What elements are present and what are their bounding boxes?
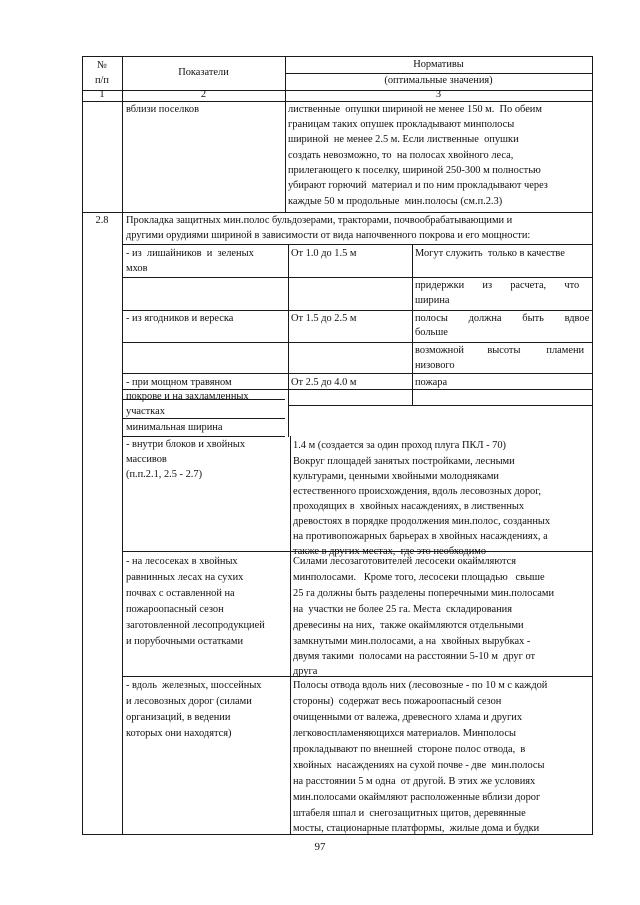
- hline-cutting-bottom: [122, 676, 592, 677]
- villages-line: прилегающего к поселку, шириной 250-300 м полностью: [288, 165, 541, 176]
- roads-label: - вдоль железных, шоссейных: [126, 680, 262, 691]
- page-number: 97: [314, 841, 326, 853]
- cutting-label: пожароопасный сезон: [126, 604, 224, 615]
- row-28-line2: другими орудиями шириной в зависимости от вида напочвенного покрова и его мощности:: [126, 230, 531, 241]
- grass-note: пожара: [415, 377, 448, 388]
- roads-line: очищенными от валежа, древесного хлама и других: [293, 712, 523, 723]
- blocks-line: также в других местах, где это необходимо: [293, 546, 487, 557]
- vline-norms-mid: [288, 244, 289, 437]
- lichens-note: ширина: [415, 295, 450, 306]
- cutting-line: друга: [293, 666, 318, 677]
- roads-line: прокладывают по внешней стороне полос отвода, в: [293, 744, 526, 755]
- blocks-line: естественного происхождения, вдоль лесовозных дорог,: [293, 486, 541, 497]
- grass-label: минимальная ширина: [126, 422, 223, 433]
- roads-line: мосты, стационарные платформы, жилые дома и будки: [293, 823, 540, 834]
- cutting-label: почвах с оставленной на: [126, 588, 235, 599]
- hline-grass-b: [288, 405, 592, 406]
- cutting-line: древесины на них, также окаймляются отдельными: [293, 620, 524, 631]
- hline-grass-bottom: [122, 436, 285, 437]
- cutting-line: минполосами. Кроме того, лесосеки площадью свыше: [293, 572, 545, 583]
- berries-note: низового: [415, 360, 455, 371]
- roads-label: организаций, в ведении: [126, 712, 231, 723]
- villages-line: убирают горючий материал и по ним прокладывают через: [288, 180, 548, 191]
- column-number-1: 1: [99, 89, 105, 100]
- hline-lichens-bottom: [122, 310, 592, 311]
- roads-line: на расстоянии 5 м одна от другой. В этих же условиях: [293, 776, 536, 787]
- column-number-2: 2: [200, 89, 207, 100]
- villages-line: лиственные опушки шириной не менее 150 м. По обеим: [288, 104, 542, 115]
- hline-berries-bottom: [122, 373, 592, 374]
- blocks-line: на противопожарных барьерах в хвойных насаждениях, а: [293, 531, 548, 542]
- lichens-note: придержки из расчета, что: [415, 280, 580, 291]
- cutting-line: Силами лесозаготовителей лесосеки окаймляются: [293, 556, 516, 567]
- blocks-line: культурами, ценными хвойными молодняками: [293, 471, 499, 482]
- grass-width: От 2.5 до 4.0 м: [291, 377, 357, 388]
- roads-line: стороны) содержат весь пожароопасный сезон: [293, 696, 502, 707]
- lichens-label: мхов: [126, 263, 148, 274]
- roads-label: и лесовозных дорог (силами: [126, 696, 252, 707]
- villages-line: границам таких опушек прокладывают минполосы: [288, 119, 515, 130]
- cutting-line: двумя такими полосами на расстоянии 5-10 м друг от: [293, 651, 536, 662]
- roads-line: штабеля шпал и снегозащитных щитов, деревянные: [293, 808, 526, 819]
- lichens-width: От 1.0 до 1.5 м: [291, 248, 357, 259]
- cutting-label: заготовленной лесопродукцией: [126, 620, 265, 631]
- lichens-note: Могут служить только в качестве: [415, 248, 565, 259]
- hline-top: [82, 56, 592, 57]
- row-28-number: 2.8: [95, 215, 109, 226]
- vline-norms-low: [290, 436, 291, 835]
- blocks-line: проходящих в хвойных насаждениях, в лиственных: [293, 501, 525, 512]
- vline-num: [122, 56, 123, 835]
- header-norms-sub: (оптимальные значения): [384, 75, 493, 86]
- cutting-label: равнинных лесах на сухих: [126, 572, 244, 583]
- berries-width: От 1.5 до 2.5 м: [291, 313, 357, 324]
- berries-label: - из ягодников и вереска: [126, 313, 234, 324]
- villages-line: каждые 50 м продольные мин.полосы (см.п.2.3): [288, 196, 503, 207]
- vline-width: [412, 244, 413, 406]
- hline-berries-mid: [122, 342, 592, 343]
- header-num: №: [97, 60, 107, 71]
- row-28-line1: Прокладка защитных мин.полос бульдозерами, тракторами, почвообрабатывающими и: [126, 215, 513, 226]
- header-norms-title: Нормативы: [413, 59, 464, 70]
- blocks-label: - внутри блоков и хвойных: [126, 439, 246, 450]
- header-indicators: Показатели: [178, 67, 229, 78]
- villages-line: шириной не менее 2.5 м. Если лиственные опушки: [288, 134, 519, 145]
- vline-left: [82, 56, 83, 835]
- roads-line: мин.полосами окаймляют расположенные вблизи дорог: [293, 792, 541, 803]
- grass-label: - при мощном травяном: [126, 377, 232, 388]
- cutting-line: замкнутыми мин.полосами, а на хвойных вырубках -: [293, 636, 531, 647]
- cutting-label: - на лесосеках в хвойных: [126, 556, 238, 567]
- berries-note: больше: [415, 327, 448, 338]
- berries-note: полосы должна быть вдвое: [415, 313, 590, 324]
- cutting-line: на участки не более 25 га. Места складирования: [293, 604, 512, 615]
- villages-line: создать невозможно, то на полосах хвойного леса,: [288, 150, 514, 161]
- roads-line: Полосы отвода вдоль них (лесовозные - по 10 м с каждой: [293, 680, 548, 691]
- hline-lichens-mid: [122, 277, 592, 278]
- roads-line: хвойных насаждениях на сухой почве - две мин.полосы: [293, 760, 545, 771]
- lichens-label: - из лишайников и зеленых: [126, 248, 254, 259]
- hline-row28-top: [82, 212, 592, 213]
- vline-right: [592, 56, 593, 835]
- blocks-line: 1.4 м (создается за один проход плуга ПКЛ - 70): [293, 440, 506, 451]
- header-num-sub: п/п: [94, 75, 109, 86]
- villages-label: вблизи поселков: [126, 104, 199, 115]
- blocks-label: (п.п.2.1, 2.5 - 2.7): [126, 469, 203, 480]
- grass-label: покрове и на захламленных: [126, 391, 249, 402]
- berries-note: возможной высоты пламени: [415, 345, 585, 356]
- hline-row28-bottom: [122, 244, 592, 245]
- roads-label: которых они находятся): [126, 728, 232, 739]
- blocks-line: древостоях в порядке продолжения мин.полос, созданных: [293, 516, 551, 527]
- grass-label: участках: [126, 406, 165, 417]
- cutting-line: 25 га должны быть разделены поперечными мин.полосами: [293, 588, 555, 599]
- cutting-label: и порубочными остатками: [126, 636, 244, 647]
- blocks-line: Вокруг площадей занятых постройками, лесными: [293, 456, 515, 467]
- roads-line: легковоспламеняющихся материалов. Минполосы: [293, 728, 516, 739]
- blocks-label: массивов: [126, 454, 167, 465]
- column-number-3: 3: [435, 89, 442, 100]
